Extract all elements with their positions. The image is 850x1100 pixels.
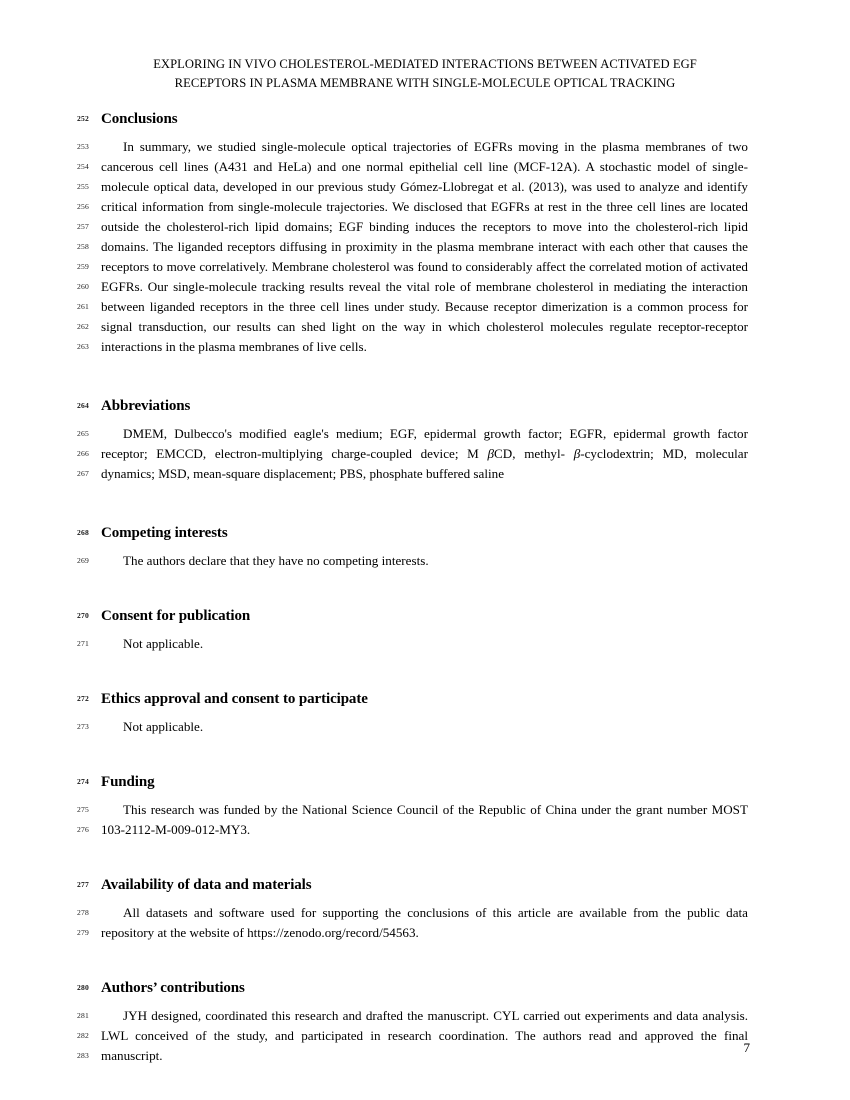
line-number: 264	[77, 401, 89, 410]
spacer	[0, 357, 850, 395]
section-heading-availability	[0, 874, 850, 896]
line-number: 252	[77, 114, 89, 123]
spacer	[0, 544, 850, 551]
line-number: 271	[77, 639, 89, 648]
spacer	[0, 896, 850, 903]
spacer	[0, 943, 850, 977]
beta-symbol: β	[573, 446, 581, 461]
section-heading-abbreviations	[0, 395, 850, 417]
section-abbreviations	[0, 395, 850, 484]
spacer	[0, 793, 850, 800]
beta-symbol: β	[487, 446, 495, 461]
spacer	[0, 999, 850, 1006]
line-number-group	[0, 717, 89, 737]
spacer	[0, 840, 850, 874]
line-number-group	[0, 137, 89, 357]
section-heading-consent-for-publication	[0, 605, 850, 627]
spacer	[0, 737, 850, 771]
section-heading-conclusions	[0, 108, 850, 130]
paragraph-consent-for-publication	[0, 634, 850, 654]
line-number: 253	[77, 142, 89, 151]
line-number-group	[0, 800, 89, 840]
paragraph-text: All datasets and software used for supporting the conclusions of this article are available from the public data repository at the website of https://zenodo.org/record/54563.	[101, 905, 748, 940]
section-ethics-approval	[0, 688, 850, 737]
line-number: 266	[77, 449, 89, 458]
heading-text: Competing interests	[101, 525, 228, 541]
paragraph-conclusions	[0, 137, 850, 357]
heading-text: Authors’ contributions	[101, 980, 245, 996]
running-head-line-1: EXPLORING IN VIVO CHOLESTEROL-MEDIATED INTERACTIONS BETWEEN ACTIVATED EGF	[153, 57, 697, 71]
abbrev-text-part-1: DMEM, Dulbecco's modified eagle's medium; EGF, epidermal growth factor; EGFR, epidermal growth factor receptor; EMCCD, electron-multiplying charge-coupled device; M	[101, 426, 748, 461]
line-number: 263	[77, 342, 89, 351]
line-number: 280	[77, 983, 89, 992]
running-head	[100, 55, 750, 93]
line-number: 254	[77, 162, 89, 171]
line-number: 281	[77, 1011, 89, 1020]
line-number: 261	[77, 302, 89, 311]
spacer	[0, 627, 850, 634]
section-funding	[0, 771, 850, 840]
line-number: 275	[77, 805, 89, 814]
abbrev-text-part-2: CD, methyl-	[494, 446, 574, 461]
heading-text: Funding	[101, 774, 155, 790]
line-number: 260	[77, 282, 89, 291]
paragraph-text: Not applicable.	[123, 719, 204, 734]
paragraph-ethics-approval	[0, 717, 850, 737]
line-number: 283	[77, 1051, 89, 1060]
line-number: 278	[77, 908, 89, 917]
line-number-group	[0, 634, 89, 654]
paragraph-abbreviations	[0, 424, 850, 484]
line-number: 270	[77, 611, 89, 620]
line-number: 279	[77, 928, 89, 937]
paragraph-competing-interests	[0, 551, 850, 571]
line-number: 269	[77, 556, 89, 565]
spacer	[0, 710, 850, 717]
heading-text: Abbreviations	[101, 398, 191, 414]
line-number: 268	[77, 528, 89, 537]
line-number: 282	[77, 1031, 89, 1040]
line-number: 274	[77, 777, 89, 786]
section-competing-interests	[0, 522, 850, 571]
paragraph-text: This research was funded by the National Science Council of the Republic of China under the grant number MOST 103-2112-M-009-012-MY3.	[101, 802, 748, 837]
line-number: 273	[77, 722, 89, 731]
paragraph-text: Not applicable.	[123, 636, 204, 651]
line-number: 272	[77, 694, 89, 703]
abbrev-text-part-3: -cyclodextrin; MD, molecular dynamics; MSD, mean-square displacement; PBS, phosphate buffered saline	[101, 446, 748, 481]
section-consent-for-publication	[0, 605, 850, 654]
heading-text: Availability of data and materials	[101, 877, 312, 893]
spacer	[0, 654, 850, 688]
section-heading-competing-interests	[0, 522, 850, 544]
line-number-group	[0, 903, 89, 943]
line-number: 259	[77, 262, 89, 271]
spacer	[0, 130, 850, 137]
paragraph-text: The authors declare that they have no competing interests.	[123, 553, 429, 568]
paragraph-availability	[0, 903, 850, 943]
section-heading-funding	[0, 771, 850, 793]
line-number: 277	[77, 880, 89, 889]
paragraph-text: In summary, we studied single-molecule optical trajectories of EGFRs moving in the plasma membranes of two cancerous cell lines (A431 and HeLa) and one normal epithelial cell line (MCF-12A). A stochastic model of single-molecule optical data, developed in our previous study Gómez-Llobregat et al. (2013), was used to analyze and identify critical information from single-molecule trajectories. We disclosed that EGFRs at rest in the three cell lines are located outside the cholesterol-rich lipid domains; EGF binding induces the receptors to move into the cholesterol-rich lipid domains. The liganded receptors diffusing in proximity in the plasma membrane interact with each other that causes the receptors to move correlatively. Membrane cholesterol was found to considerably affect the correlated motion of activated EGFRs. Our single-molecule tracking results reveal the vital role of membrane cholesterol in mediating the interaction between liganded receptors in the three cell lines under study. Because receptor dimerization is a common process for signal transduction, our results can shed light on the way in which cholesterol molecules regulate receptor-receptor interactions in the plasma membranes of live cells.	[101, 139, 748, 354]
line-number: 265	[77, 429, 89, 438]
document-body	[0, 108, 850, 1066]
line-number: 258	[77, 242, 89, 251]
section-heading-authors-contributions	[0, 977, 850, 999]
line-number: 267	[77, 469, 89, 478]
running-head-line-2: RECEPTORS IN PLASMA MEMBRANE WITH SINGLE-MOLECULE OPTICAL TRACKING	[174, 76, 676, 90]
spacer	[0, 417, 850, 424]
line-number: 257	[77, 222, 89, 231]
paragraph-funding	[0, 800, 850, 840]
heading-text: Ethics approval and consent to participate	[101, 691, 368, 707]
line-number-group	[0, 424, 89, 484]
line-number-group	[0, 551, 89, 571]
paragraph-text: JYH designed, coordinated this research and drafted the manuscript. CYL carried out experiments and data analysis. LWL conceived of the study, and participated in research coordination. The authors read and approved the final manuscript.	[101, 1008, 748, 1063]
heading-text: Consent for publication	[101, 608, 251, 624]
spacer	[0, 484, 850, 522]
section-availability	[0, 874, 850, 943]
section-conclusions	[0, 108, 850, 357]
line-number: 276	[77, 825, 89, 834]
page-number: 7	[743, 1040, 750, 1055]
heading-text: Conclusions	[101, 111, 178, 127]
section-heading-ethics-approval	[0, 688, 850, 710]
line-number: 255	[77, 182, 89, 191]
spacer	[0, 571, 850, 605]
line-number: 262	[77, 322, 89, 331]
line-number: 256	[77, 202, 89, 211]
